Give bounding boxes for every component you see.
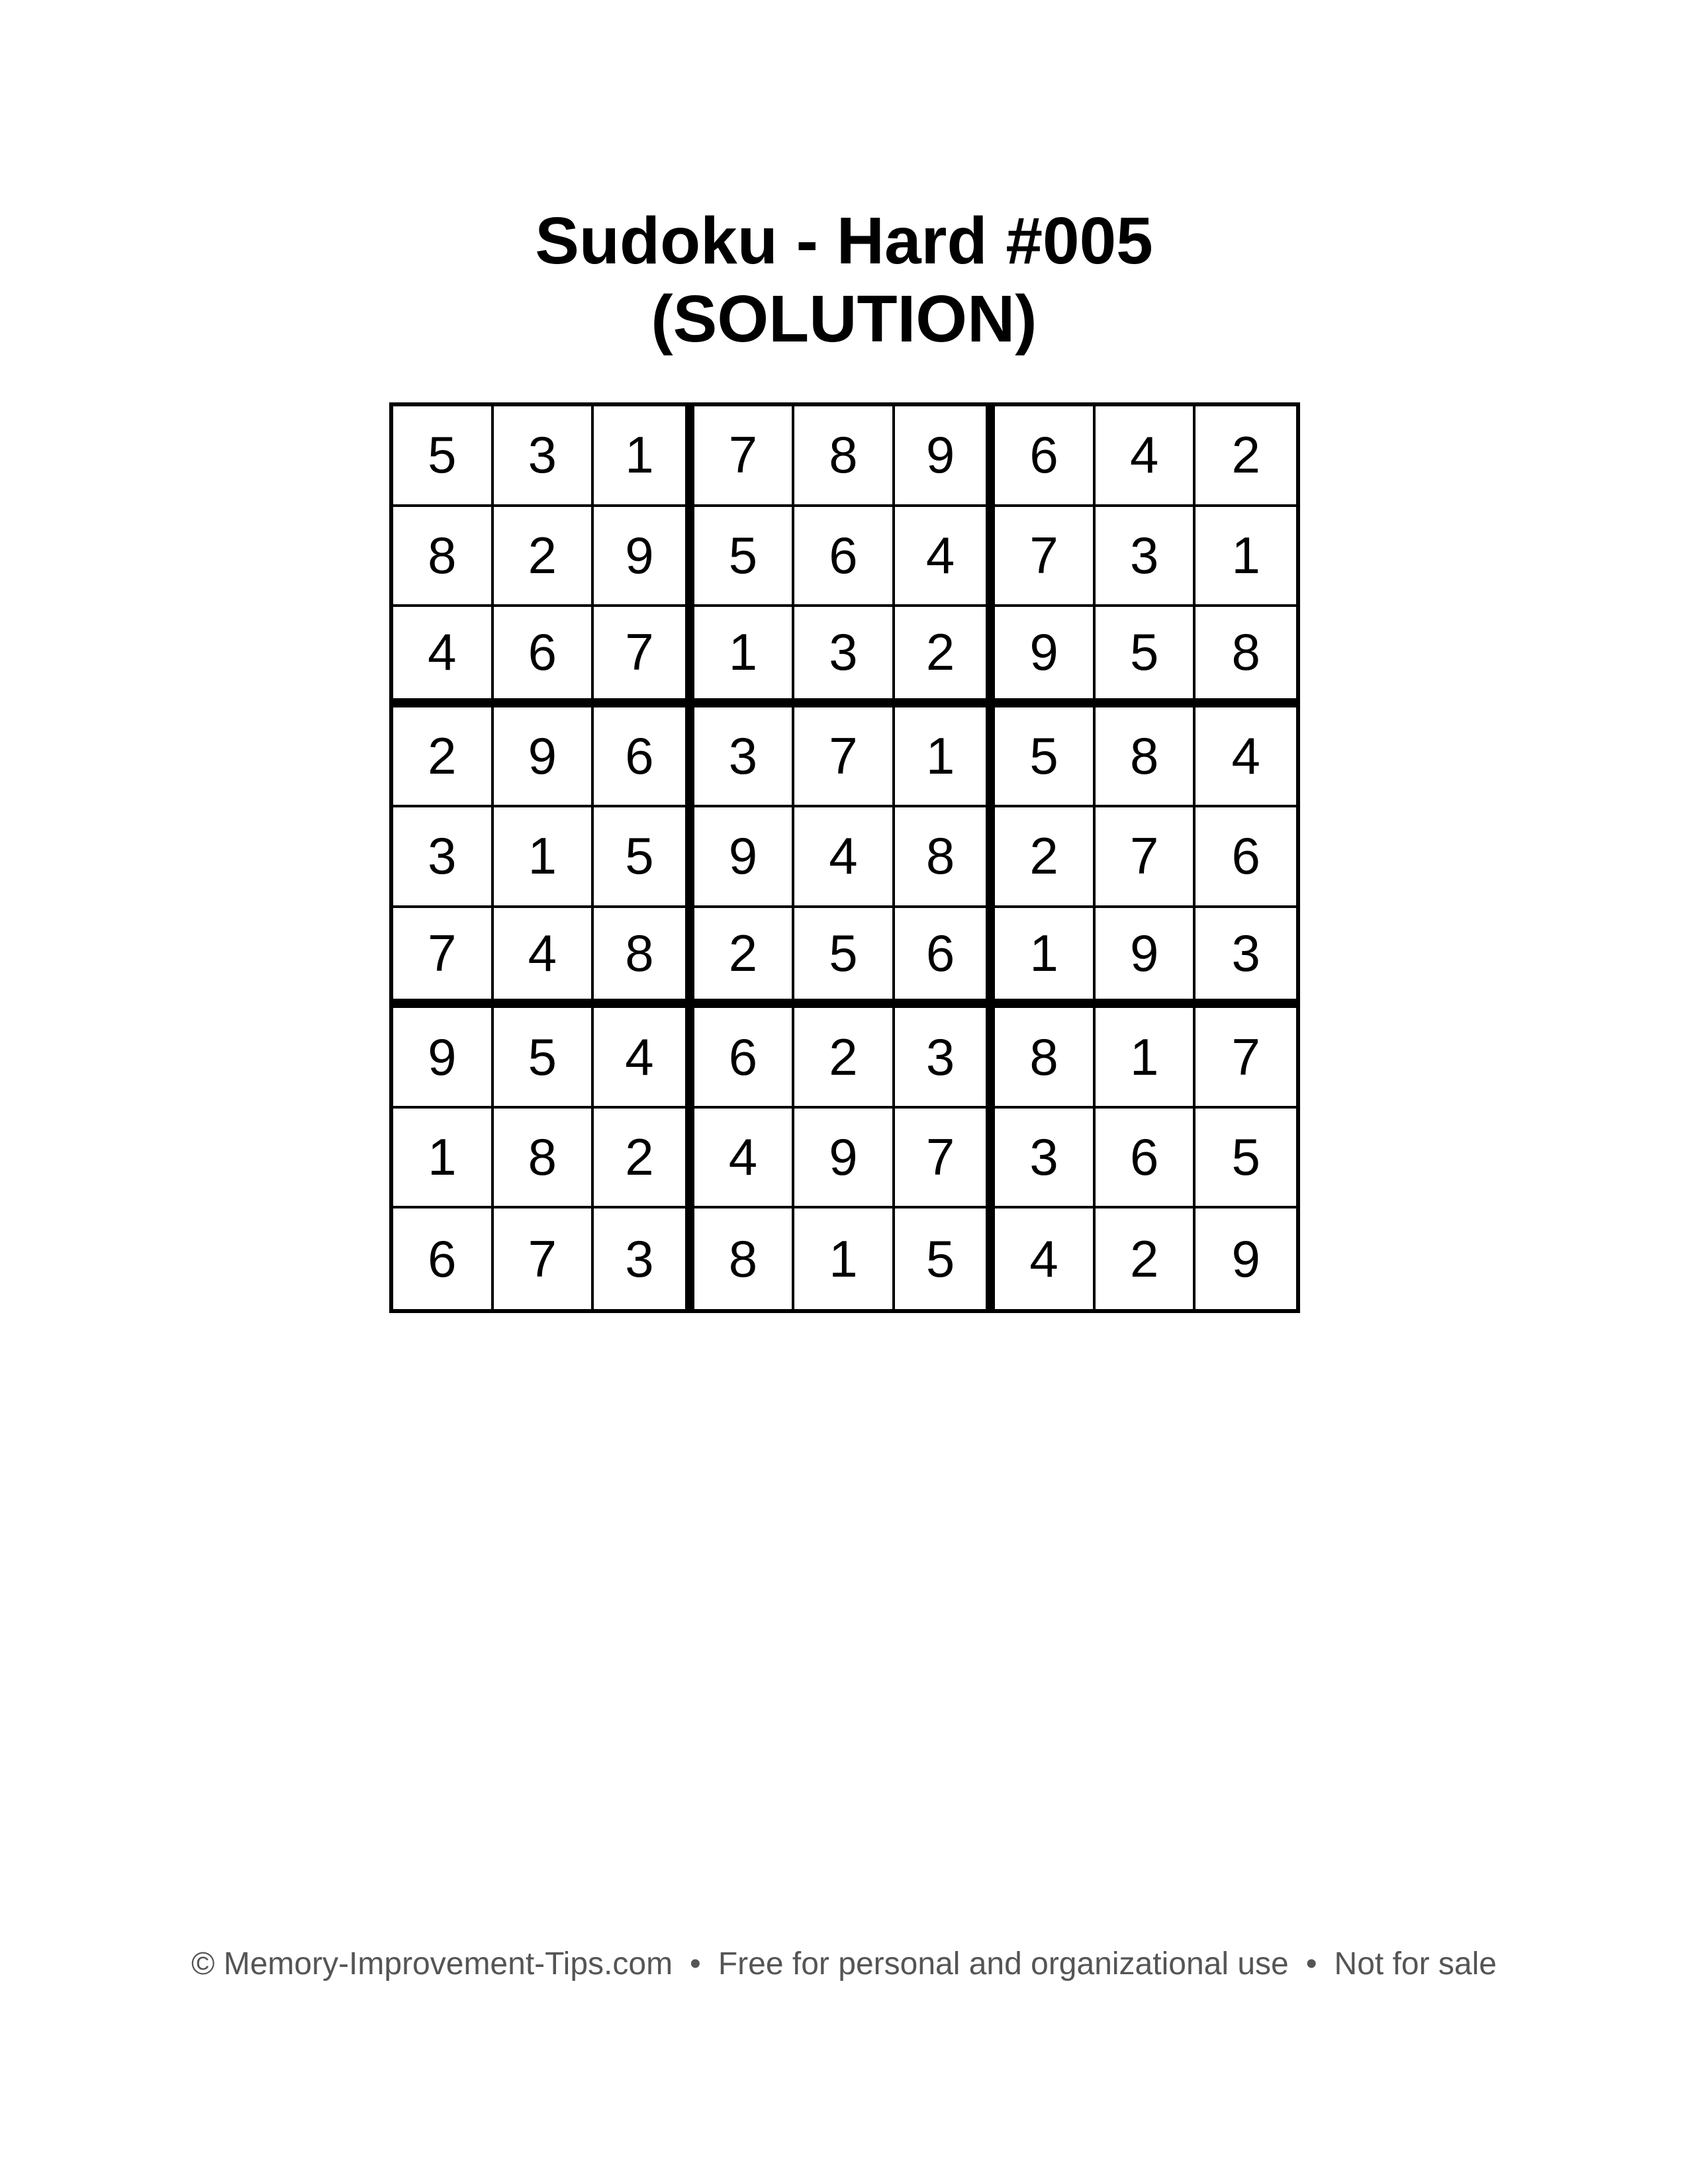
grid-cell: 7 (694, 406, 795, 507)
grid-cell: 4 (494, 908, 594, 1009)
grid-cell: 8 (393, 507, 494, 608)
page-title (0, 202, 1688, 358)
footer (0, 1946, 1688, 1982)
grid-cell: 4 (1096, 406, 1196, 507)
footer-sale: Not for sale (1334, 1946, 1497, 1981)
grid-cell: 3 (594, 1208, 694, 1309)
grid-cell: 2 (1196, 406, 1296, 507)
grid-cell: 6 (694, 1008, 795, 1109)
grid-cell: 9 (995, 607, 1096, 707)
grid-cell: 8 (694, 1208, 795, 1309)
grid-cell: 1 (895, 707, 996, 808)
grid-cell: 2 (393, 707, 494, 808)
sudoku-grid (389, 402, 1300, 1313)
grid-cell: 7 (393, 908, 494, 1009)
grid-cell: 7 (594, 607, 694, 707)
grid-cell: 5 (694, 507, 795, 608)
footer-copyright: © Memory-Improvement-Tips.com (191, 1946, 673, 1981)
grid-cell: 9 (794, 1109, 895, 1209)
grid-cell: 3 (895, 1008, 996, 1109)
grid-cell: 5 (494, 1008, 594, 1109)
grid-cell: 3 (995, 1109, 1096, 1209)
grid-cell: 5 (794, 908, 895, 1009)
grid-cell: 1 (1096, 1008, 1196, 1109)
grid-cell: 3 (1196, 908, 1296, 1009)
grid-cell: 8 (494, 1109, 594, 1209)
grid-cell: 9 (1096, 908, 1196, 1009)
grid-cell: 1 (393, 1109, 494, 1209)
grid-cell: 7 (995, 507, 1096, 608)
grid-cell: 8 (895, 807, 996, 908)
grid-cell: 3 (694, 707, 795, 808)
grid-cell: 1 (794, 1208, 895, 1309)
grid-cell: 2 (995, 807, 1096, 908)
grid-cell: 2 (594, 1109, 694, 1209)
grid-cell: 3 (1096, 507, 1196, 608)
grid-cell: 3 (794, 607, 895, 707)
grid-cell: 7 (895, 1109, 996, 1209)
grid-cell: 3 (393, 807, 494, 908)
grid-cell: 6 (494, 607, 594, 707)
grid-cell: 6 (393, 1208, 494, 1309)
grid-cell: 4 (1196, 707, 1296, 808)
grid-cell: 3 (494, 406, 594, 507)
grid-cell: 9 (895, 406, 996, 507)
title-line-1: Sudoku - Hard #005 (535, 204, 1153, 278)
grid-cell: 1 (594, 406, 694, 507)
title-line-2: (SOLUTION) (651, 282, 1037, 356)
grid-cell: 1 (995, 908, 1096, 1009)
grid-cell: 7 (494, 1208, 594, 1309)
grid-cell: 2 (895, 607, 996, 707)
grid-cell: 8 (1096, 707, 1196, 808)
grid-cell: 8 (1196, 607, 1296, 707)
grid-cell: 4 (895, 507, 996, 608)
grid-cell: 6 (995, 406, 1096, 507)
grid-cell: 2 (494, 507, 594, 608)
grid-cell: 7 (794, 707, 895, 808)
grid-cell: 5 (594, 807, 694, 908)
grid-cell: 9 (594, 507, 694, 608)
grid-cell: 2 (794, 1008, 895, 1109)
grid-cell: 6 (794, 507, 895, 608)
grid-cell: 8 (594, 908, 694, 1009)
grid-cell: 5 (393, 406, 494, 507)
grid-cell: 4 (995, 1208, 1096, 1309)
footer-separator: • (1305, 1946, 1317, 1981)
grid-cell: 9 (1231, 1229, 1260, 1288)
grid-cell: 1 (1196, 507, 1296, 608)
grid-cell: 6 (594, 707, 694, 808)
grid-cell: 5 (1096, 607, 1196, 707)
grid-cell: 7 (1096, 807, 1196, 908)
grid-cell: 9 (393, 1008, 494, 1109)
grid-cell: 4 (794, 807, 895, 908)
grid-cell: 9 (694, 807, 795, 908)
grid-cell: 6 (1096, 1109, 1196, 1209)
footer-separator: • (690, 1946, 701, 1981)
grid-cell: 6 (1196, 807, 1296, 908)
grid-cell: 5 (895, 1208, 996, 1309)
grid-cell: 4 (594, 1008, 694, 1109)
grid-cell: 2 (694, 908, 795, 1009)
grid-cell: 9 (494, 707, 594, 808)
grid-cell: 4 (393, 607, 494, 707)
grid-cell: 8 (794, 406, 895, 507)
grid-cell: 8 (995, 1008, 1096, 1109)
grid-cell: 2 (1096, 1208, 1196, 1309)
grid-cell: 5 (995, 707, 1096, 808)
grid-cell: 5 (1196, 1109, 1296, 1209)
footer-usage: Free for personal and organizational use (718, 1946, 1289, 1981)
grid-cell: 1 (494, 807, 594, 908)
grid-cell: 1 (694, 607, 795, 707)
grid-cell: 7 (1196, 1008, 1296, 1109)
grid-cell: 4 (694, 1109, 795, 1209)
grid-cell: 6 (895, 908, 996, 1009)
